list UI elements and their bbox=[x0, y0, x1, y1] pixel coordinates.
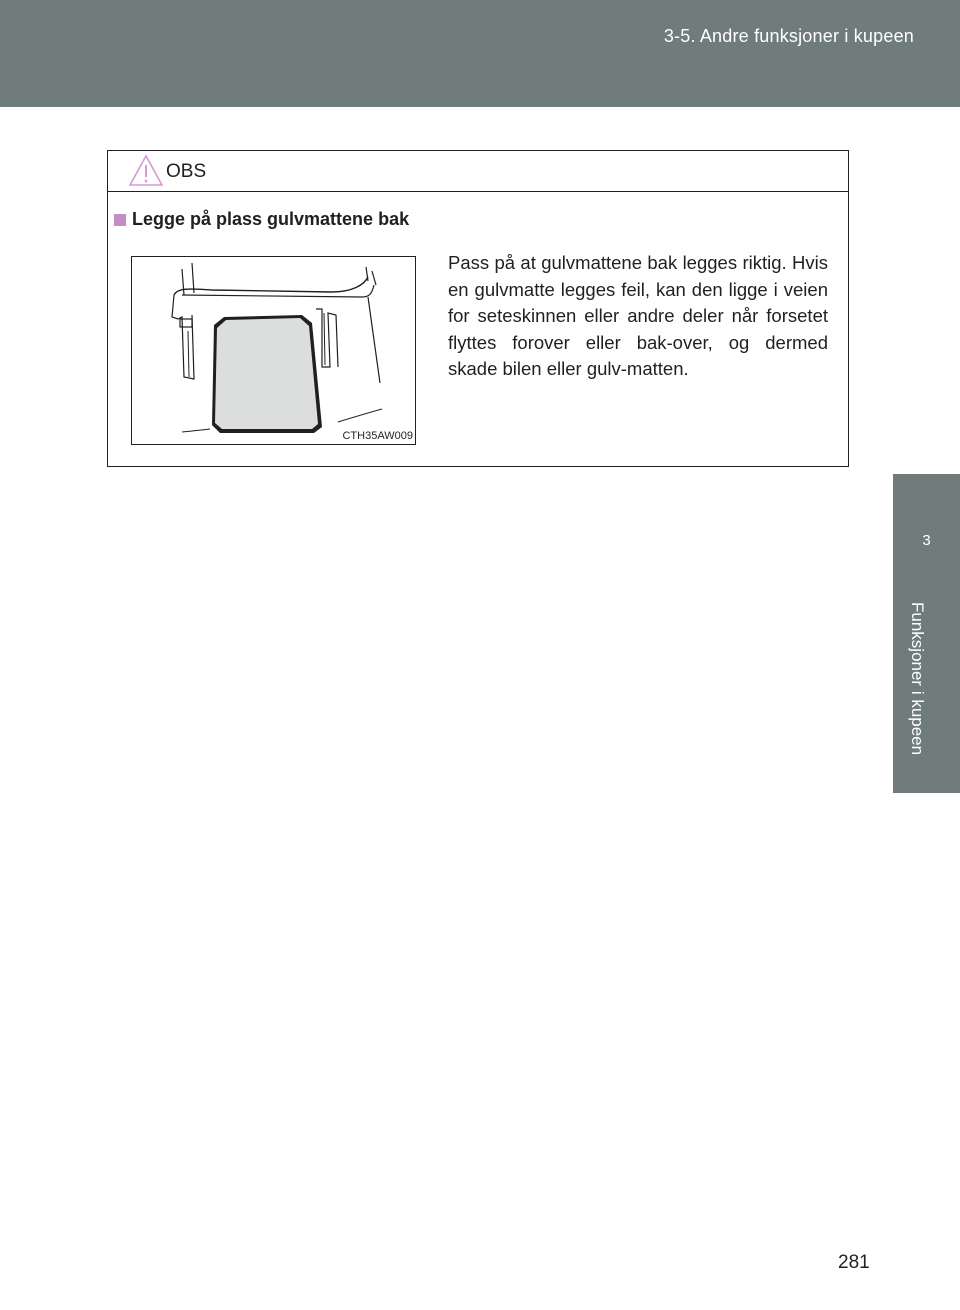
chapter-label: Funksjoner i kupeen bbox=[908, 602, 927, 756]
section-title: 3-5. Andre funksjoner i kupeen bbox=[663, 26, 914, 46]
floor-mat-illustration bbox=[131, 256, 416, 445]
bullet-square-icon bbox=[114, 214, 126, 226]
caution-subheading bbox=[114, 209, 409, 230]
caution-header bbox=[108, 151, 848, 192]
floor-mat-drawing bbox=[132, 257, 415, 444]
figure-code: CTH35AW009 bbox=[342, 430, 413, 442]
warning-triangle-icon bbox=[128, 154, 164, 187]
caution-subheading-text: Legge på plass gulvmattene bak bbox=[132, 209, 410, 229]
caution-body-text: Pass på at gulvmattene bak legges riktig. Hvis en gulvmatte legges feil, kan den ligge i veien for seteskinnen eller andre deler når forsetet flyttes forover eller bak-over, og dermed skade bilen eller gulv-matten. bbox=[448, 252, 828, 379]
page-number: 281 bbox=[838, 1252, 870, 1273]
chapter-side-tab bbox=[893, 474, 960, 793]
caution-box bbox=[107, 150, 849, 467]
header-bar bbox=[0, 0, 960, 107]
caution-label: OBS bbox=[166, 161, 207, 182]
chapter-number: 3 bbox=[922, 532, 931, 549]
